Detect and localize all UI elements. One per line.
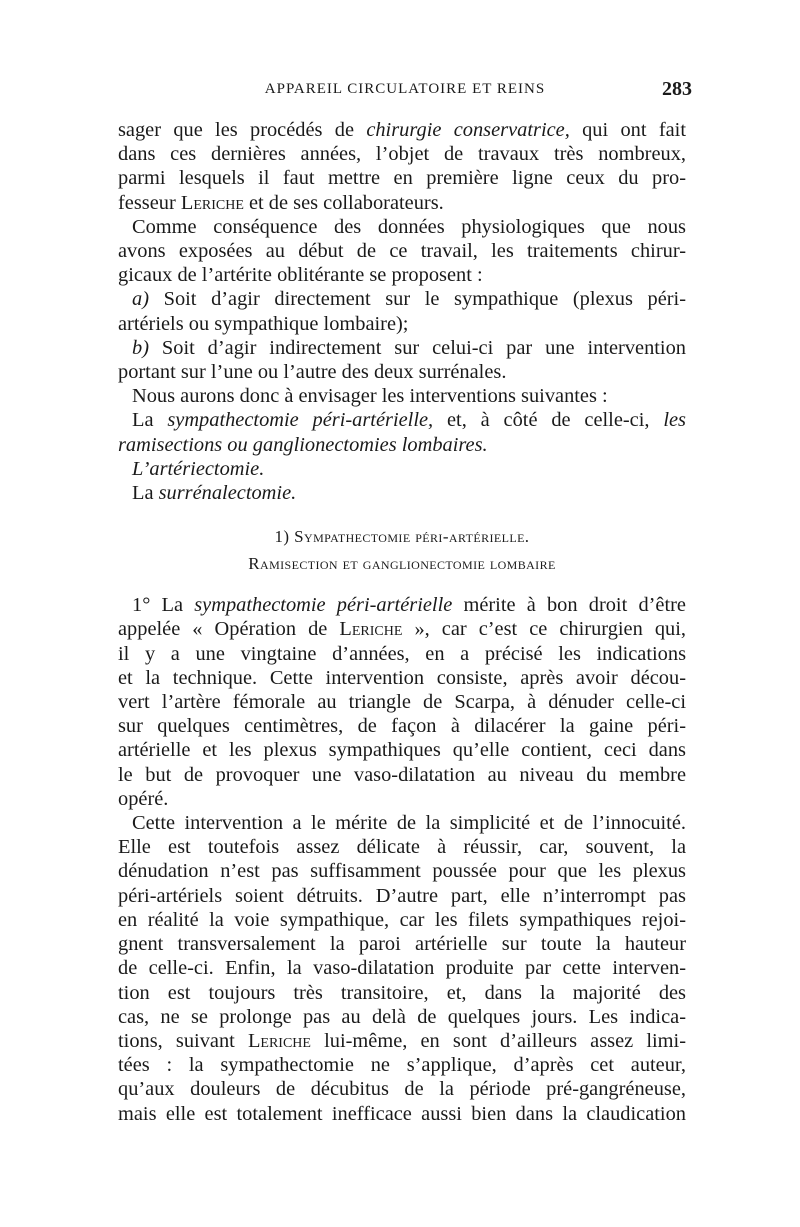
text-line: artériels ou sympathique lombaire); <box>118 312 409 335</box>
text-line <box>118 481 686 505</box>
italic-run: chirurgie conservatrice, <box>366 119 570 141</box>
text-run: et, à côté de celle-ci, <box>433 409 664 432</box>
text-line: sur quelques centimètres, de façon à dilacérer la gaine péri- <box>118 715 686 738</box>
italic-run: b) <box>132 336 149 359</box>
italic-run: sympathectomie péri-artérielle <box>194 594 453 617</box>
italic-run: ramisections ou ganglionectomies lombaires. <box>118 433 488 456</box>
text-line: Cette intervention a le mérite de la simplicité et de l’innocuité. <box>132 812 686 835</box>
text-run: lui-même, en sont d’ailleurs assez limi- <box>310 1029 686 1052</box>
text-line: Nous aurons donc à envisager les interventions suivantes : <box>132 385 608 408</box>
italic-run: L’artériectomie. <box>132 457 265 480</box>
text-line: tées : la sympathectomie ne s’applique, d’après cet auteur, <box>118 1054 686 1077</box>
text-run: sager que les procédés de <box>118 119 367 141</box>
text-line: artérielle et les plexus sympathiques qu’elle contient, ceci dans <box>118 739 686 762</box>
text-line <box>118 593 686 617</box>
text-run: Soit d’agir directement sur le sympathique (plexus péri- <box>149 288 686 311</box>
text-line <box>118 118 686 142</box>
italic-run: a) <box>132 288 149 311</box>
text-line: il y a une vingtaine d’années, en a précisé les indications <box>118 642 686 665</box>
text-line: Comme conséquence des données physiologiques que nous <box>132 215 686 238</box>
section-heading <box>118 525 686 549</box>
text-line: de celle-ci. Enfin, la vaso-dilatation produite par cette interven- <box>118 957 686 980</box>
text-line: gnent transversalement la paroi artérielle sur toute la hauteur <box>118 933 686 956</box>
text-run: », car c’est ce chirurgien qui, <box>402 618 686 641</box>
text-line <box>118 336 686 360</box>
running-title: APPAREIL CIRCULATOIRE ET REINS <box>264 81 546 97</box>
text-line <box>118 408 686 432</box>
author-name: Leriche <box>180 191 244 214</box>
text-line: dénudation n’est pas suffisamment poussée pour que les plexus <box>118 860 686 883</box>
running-head <box>118 78 692 102</box>
author-name: Leriche <box>339 618 403 641</box>
text-line: portant sur l’une ou l’autre des deux surrénales. <box>118 361 507 384</box>
text-line: en réalité la voie sympathique, car les filets sympathiques rejoi- <box>118 908 686 931</box>
text-line: cas, ne se prolonge pas au delà de quelques jours. Les indica- <box>118 1005 686 1028</box>
text-line: avons exposées au début de ce travail, les traitements chirur- <box>118 240 686 263</box>
italic-run: les <box>663 409 686 432</box>
text-line: péri-artériels soient détruits. D’autre part, elle n’interrompt pas <box>118 884 686 907</box>
text-run: mérite à bon droit d’être <box>452 594 686 617</box>
text-line <box>118 1029 686 1053</box>
text-line: gicaux de l’artérite oblitérante se proposent : <box>118 264 483 287</box>
text-line <box>118 287 686 311</box>
page-number: 283 <box>662 78 692 100</box>
text-line <box>118 457 686 481</box>
italic-run: sympathectomie péri-artérielle, <box>167 409 434 432</box>
text-run: appelée « Opération de <box>118 618 340 641</box>
section-number: 1) <box>274 527 290 547</box>
text-line: tion est toujours très transitoire, et, dans la majorité des <box>118 981 686 1004</box>
text-run: La <box>132 409 168 432</box>
italic-run: surrénalectomie. <box>158 482 297 505</box>
text-line: mais elle est totalement inefficace aussi bien dans la claudication <box>118 1102 686 1125</box>
text-line: opéré. <box>118 787 169 810</box>
text-run: La <box>132 482 159 505</box>
text-line: le but de provoquer une vaso-dilatation au niveau du membre <box>118 763 686 786</box>
section-subheading: Ramisection et ganglionectomie lombaire <box>248 554 556 574</box>
text-line <box>118 433 686 457</box>
text-run: 1° La <box>132 594 195 617</box>
text-line: et la technique. Cette intervention consiste, après avoir décou- <box>118 666 686 689</box>
page-body <box>118 118 686 1126</box>
text-run: tions, suivant <box>118 1029 248 1052</box>
text-run: Soit d’agir indirectement sur celui-ci par une intervention <box>149 336 686 359</box>
text-line: vert l’artère fémorale au triangle de Scarpa, à dénuder celle-ci <box>118 691 686 714</box>
text-run: qui ont fait <box>569 119 686 141</box>
text-line: dans ces dernières années, l’objet de travaux très nombreux, <box>118 143 686 166</box>
text-line: Elle est toutefois assez délicate à réussir, car, souvent, la <box>118 836 686 859</box>
text-line: qu’aux douleurs de décubitus de la période pré-gangréneuse, <box>118 1078 686 1101</box>
author-name: Leriche <box>247 1029 311 1052</box>
text-line <box>118 191 686 215</box>
text-line <box>118 617 686 641</box>
text-run: fesseur <box>118 191 181 214</box>
section-title: Sympathectomie péri-artérielle. <box>294 527 530 547</box>
text-line: parmi lesquels il faut mettre en première ligne ceux du pro- <box>118 167 686 190</box>
text-run: et de ses collaborateurs. <box>243 191 444 214</box>
